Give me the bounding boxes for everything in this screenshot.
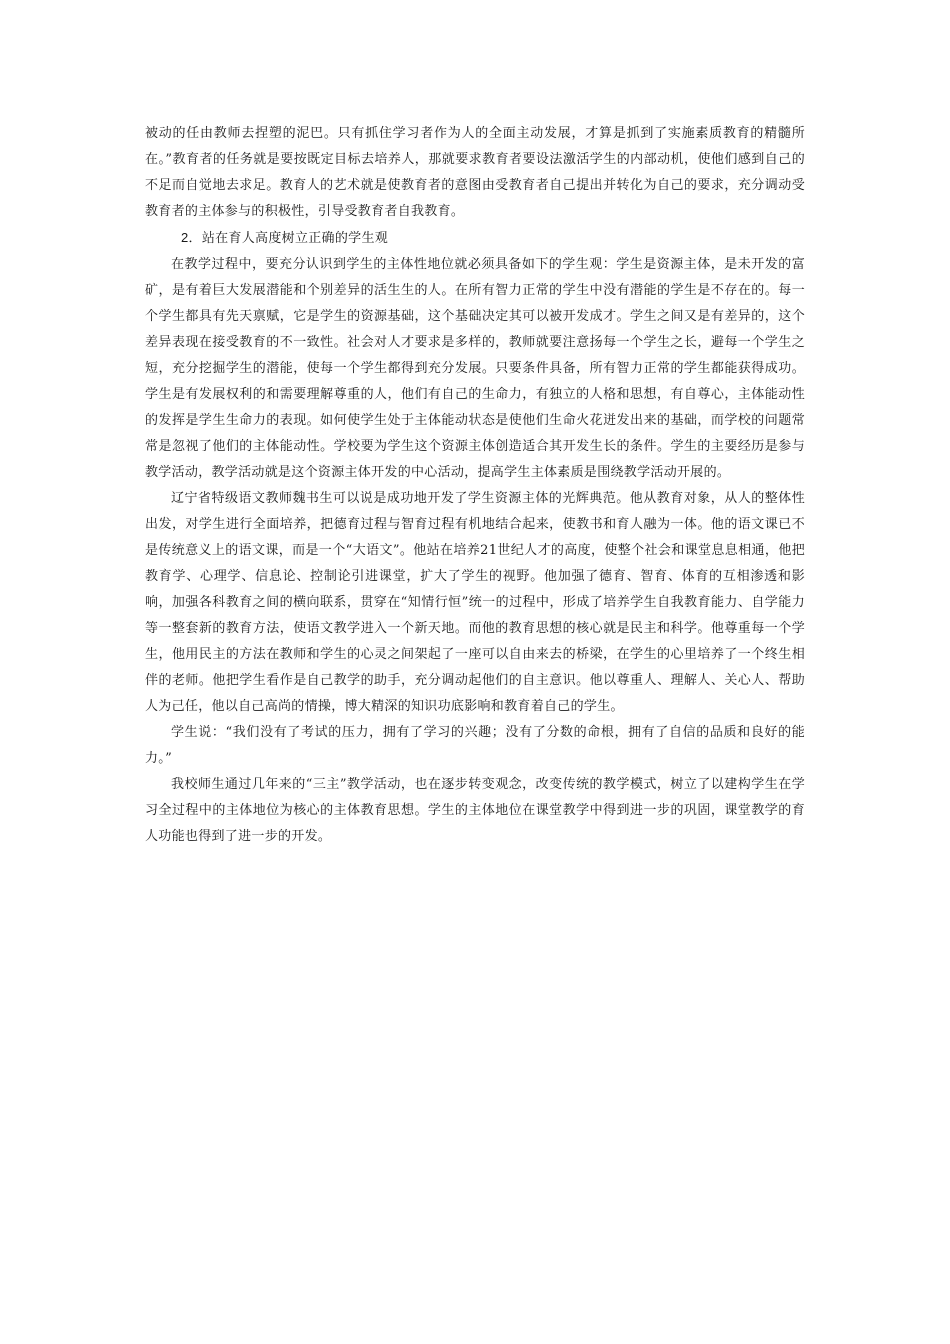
- document-body: [145, 121, 805, 850]
- paragraph-wei-shusheng: 辽宁省特级语文教师魏书生可以说是成功地开发了学生资源主体的光辉典范。他从教育对象，从人的整体性出发，对学生进行全面培养，把德育过程与智育过程有机地结合起来，使教书和育人融为一体。他的语文课已不是传统意义上的语文课，而是一个“大语文”。他站在培养21世纪人才的高度，使整个社会和课堂息息相通，他把教育学、心理学、信息论、控制论引进课堂，扩大了学生的视野。他加强了德育、智育、体育的互相渗透和影响，加强各科教育之间的横向联系，贯穿在“知情行恒”统一的过程中，形成了培养学生自我教育能力、自学能力等一整套新的教育方法，使语文教学进入一个新天地。而他的教育思想的核心就是民主和科学。他尊重每一个学生，他用民主的方法在教师和学生的心灵之间架起了一座可以自由来去的桥梁，在学生的心里培养了一个终生相伴的老师。他把学生看作是自己教学的助手，充分调动起他们的自主意识。他以尊重人、理解人、关心人、帮助人为己任，他以自己高尚的情操，博大精深的知识功底影响和教育着自己的学生。: [145, 491, 805, 714]
- paragraph-student-quote: 学生说：“我们没有了考试的压力，拥有了学习的兴趣；没有了分数的命根，拥有了自信的品质和良好的能力。”: [145, 725, 805, 766]
- section-heading-number: 2．: [181, 230, 202, 245]
- paragraph-student-view: 在教学过程中，要充分认识到学生的主体性地位就必须具备如下的学生观：学生是资源主体，是未开发的富矿，是有着巨大发展潜能和个别差异的活生生的人。在所有智力正常的学生中没有潜能的学生是不存在的。每一个学生都具有先天禀赋，它是学生的资源基础，这个基础决定其可以被开发成才。学生之间又是有差异的，这个差异表现在接受教育的不一致性。社会对人才要求是多样的，教师就要注意扬每一个学生之长，避每一个学生之短，充分挖掘学生的潜能，使每一个学生都得到充分发展。只要条件具备，所有智力正常的学生都能获得成功。学生是有发展权利的和需要理解尊重的人，他们有自己的生命力，有独立的人格和思想，有自尊心，主体能动性的发挥是学生生命力的表现。如何使学生处于主体能动状态是使他们生命火花迸发出来的基础，而学校的问题常常是忽视了他们的主体能动性。学校要为学生这个资源主体创造适合其开发生长的条件。学生的主要经历是参与教学活动，教学活动就是这个资源主体开发的中心活动，提高学生主体素质是围绕教学活动开展的。: [145, 257, 805, 480]
- paragraph-school-practice: 我校师生通过几年来的“三主”教学活动，也在逐步转变观念，改变传统的教学模式，树立了以建构学生在学习全过程中的主体地位为核心的主体教育思想。学生的主体地位在课堂教学中得到进一步的巩固，课堂教学的育人功能也得到了进一步的开发。: [145, 777, 805, 844]
- section-heading-text: 站在育人高度树立正确的学生观: [201, 231, 389, 246]
- section-heading: [145, 225, 805, 252]
- paragraph-continuation: 被动的任由教师去捏塑的泥巴。只有抓住学习者作为人的全面主动发展，才算是抓到了实施素质教育的精髓所在。”教育者的任务就是要按既定目标去培养人，那就要求教育者要设法激活学生的内部动机，使他们感到自己的不足而自觉地去求足。教育人的艺术就是使教育者的意图由受教育者自己提出并转化为自己的要求，充分调动受教育者的主体参与的积极性，引导受教育者自我教育。: [145, 126, 805, 219]
